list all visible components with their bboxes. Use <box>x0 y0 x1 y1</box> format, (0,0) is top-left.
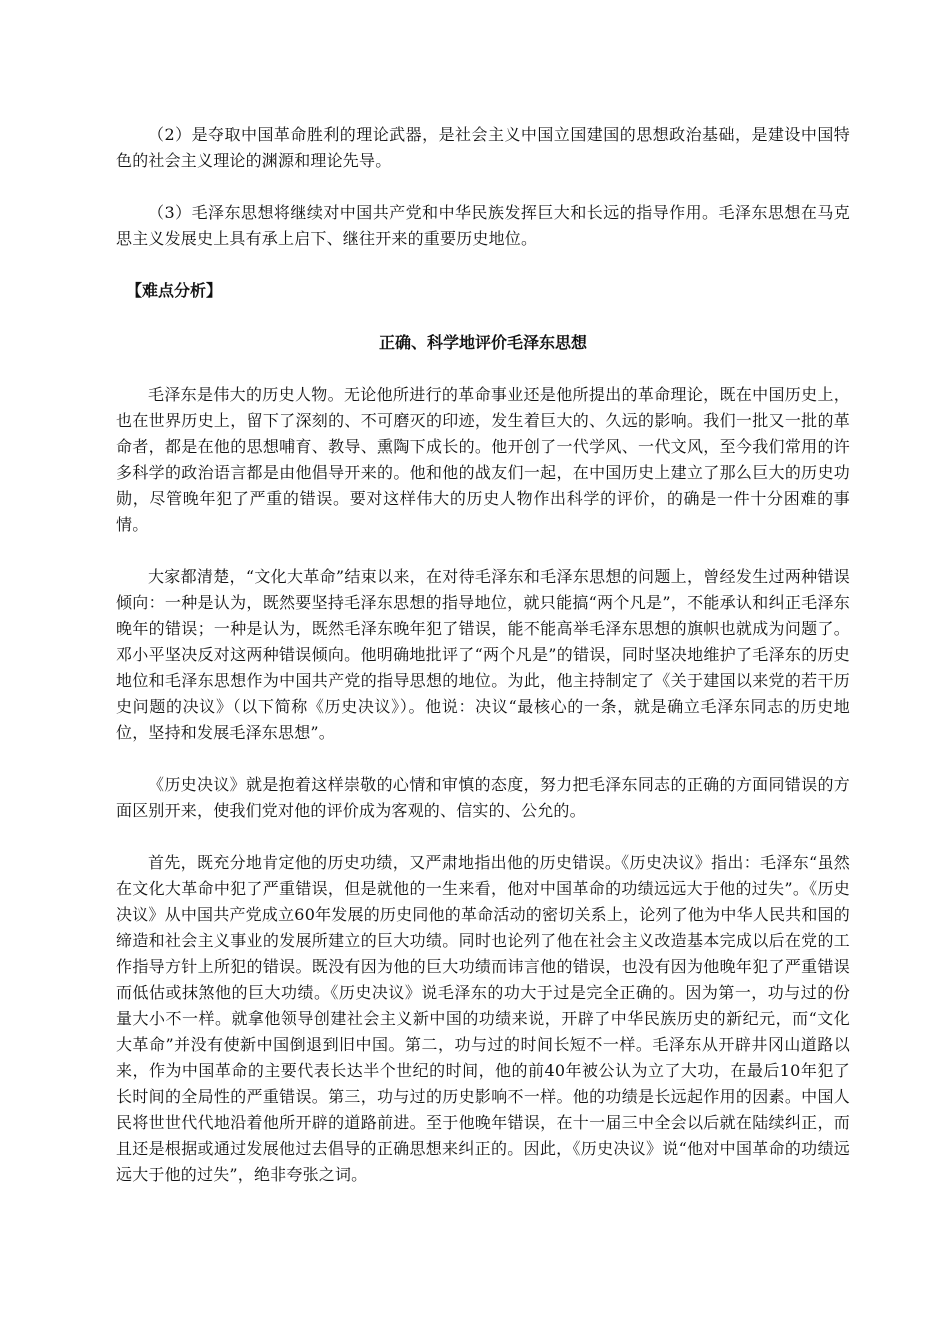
paragraph-gap <box>116 252 850 278</box>
paragraph-gap <box>116 824 850 850</box>
paragraph-point-3: （3）毛泽东思想将继续对中国共产党和中华民族发挥巨大和长远的指导作用。毛泽东思想在马克思主义发展史上具有承上启下、继往开来的重要历史地位。 <box>116 203 850 248</box>
paragraph-point-2: （2）是夺取中国革命胜利的理论武器，是社会主义中国立国建国的思想政治基础，是建设中国特色的社会主义理论的渊源和理论先导。 <box>116 125 850 170</box>
body-paragraph-3: 《历史决议》就是抱着这样崇敬的心情和审慎的态度，努力把毛泽东同志的正确的方面同错误的方面区别开来，使我们党对他的评价成为客观的、信实的、公允的。 <box>116 775 850 820</box>
paragraph-gap <box>116 304 850 330</box>
paragraph-gap <box>116 746 850 772</box>
section-heading: 【难点分析】 <box>126 281 223 300</box>
body-paragraph-1: 毛泽东是伟大的历史人物。无论他所进行的革命事业还是他所提出的革命理论，既在中国历史上，也在世界历史上，留下了深刻的、不可磨灭的印迹，发生着巨大的、久远的影响。我们一批又一批的革命者，都是在他的思想哺育、教导、熏陶下成长的。他开创了一代学风、一代文风，至今我们常用的许多科学的政治语言都是由他倡导开来的。他和他的战友们一起，在中国历史上建立了那么巨大的历史功勋，尽管晚年犯了严重的错误。要对这样伟大的历史人物作出科学的评价，的确是一件十分困难的事情。 <box>116 385 850 534</box>
paragraph-gap <box>116 174 850 200</box>
paragraph-gap <box>116 356 850 382</box>
body-paragraph-4: 首先，既充分地肯定他的历史功绩，又严肃地指出他的历史错误。《历史决议》指出：毛泽东“虽然在文化大革命中犯了严重错误，但是就他的一生来看，他对中国革命的功绩远远大于他的过失”。《历史决议》从中国共产党成立60年发展的历史同他的革命活动的密切关系上，论列了他为中华人民共和国的缔造和社会主义事业的发展所建立的巨大功绩。同时也论列了他在社会主义改造基本完成以后在党的工作指导方针上所犯的错误。既没有因为他的巨大功绩而讳言他的错误，也没有因为他晚年犯了严重错误而低估或抹煞他的巨大功绩。《历史决议》说毛泽东的功大于过是完全正确的。因为第一，功与过的份量大小不一样。就拿他领导创建社会主义新中国的功绩来说，开辟了中华民族历史的新纪元，而“文化大革命”并没有使新中国倒退到旧中国。第二，功与过的时间长短不一样。毛泽东从开辟井冈山道路以来，作为中国革命的主要代表长达半个世纪的时间，他的前40年被公认为立了大功，在最后10年犯了长时间的全局性的严重错误。第三，功与过的历史影响不一样。他的功绩是长远起作用的因素。中国人民将世世代代地沿着他所开辟的道路前进。至于他晚年错误，在十一届三中全会以后就在陆续纠正，而且还是根据或通过发展他过去倡导的正确思想来纠正的。因此，《历史决议》说“他对中国革命的功绩远远大于他的过失”，绝非夸张之词。 <box>116 853 850 1184</box>
body-paragraph-2: 大家都清楚，“文化大革命”结束以来，在对待毛泽东和毛泽东思想的问题上，曾经发生过两种错误倾向：一种是认为，既然要坚持毛泽东思想的指导地位，就只能搞“两个凡是”，不能承认和纠正毛泽东晚年的错误；一种是认为，既然毛泽东晚年犯了错误，能不能高举毛泽东思想的旗帜也就成为问题了。邓小平坚决反对这两种错误倾向。他明确地批评了“两个凡是”的错误，同时坚决地维护了毛泽东的历史地位和毛泽东思想作为中国共产党的指导思想的地位。为此，他主持制定了《关于建国以来党的若干历史问题的决议》（以下简称《历史决议》）。他说：决议“最核心的一条，就是确立毛泽东同志的历史地位，坚持和发展毛泽东思想”。 <box>116 567 850 742</box>
paragraph-gap <box>116 538 850 564</box>
section-title: 正确、科学地评价毛泽东思想 <box>378 333 587 352</box>
document-page <box>116 122 850 1188</box>
